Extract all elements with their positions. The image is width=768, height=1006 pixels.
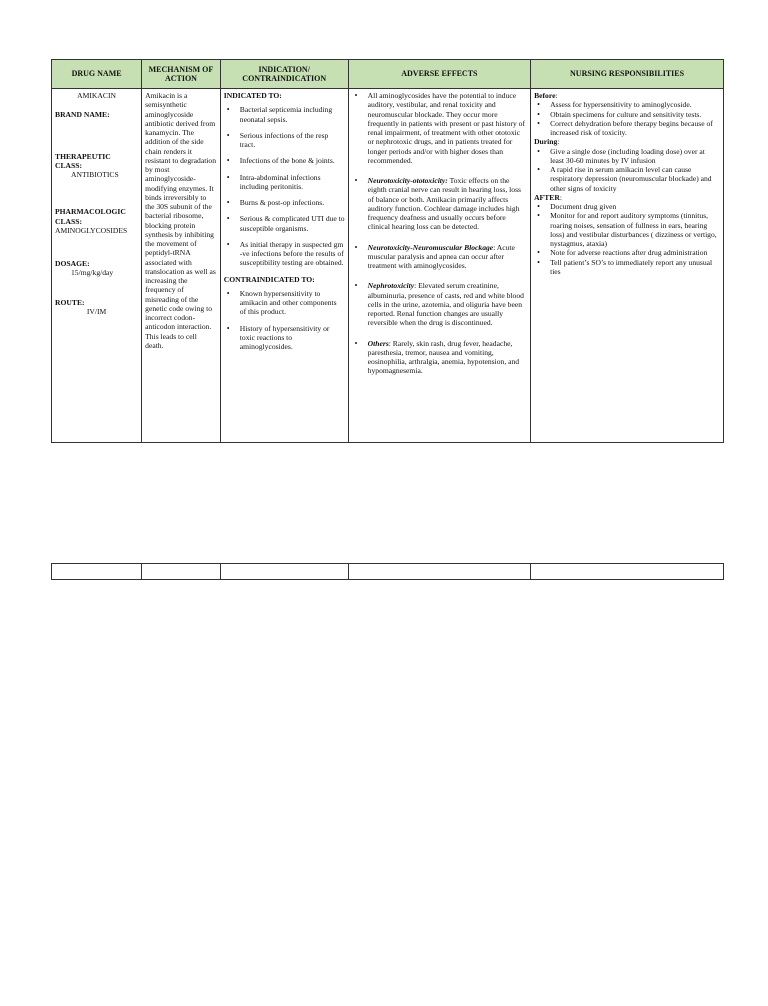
before-label: Before — [534, 91, 556, 100]
pharmacologic-class-value: AMINOGLYCOSIDES — [55, 225, 128, 235]
indication-item: • As initial therapy in suspected gm -ve infections before the results of susceptibility testing are obtained. — [224, 240, 345, 268]
nursing-before-item: • Obtain specimens for culture and sensitivity tests. — [534, 110, 720, 119]
nursing-after-item: • Tell patient’s SO’s to immediately report any unusual ties — [534, 258, 720, 277]
dosage-value: 15/mg/kg/day — [71, 268, 114, 278]
nursing-after-item: • Monitor for and report auditory symptoms (tinnitus, roaring noises, sensation of fullness in ears, hearing loss) and vestibular disturbances ( dizziness or vertigo, nystagmus, ataxia) — [534, 211, 720, 248]
route-value: IV/IM — [86, 306, 107, 316]
table-row — [52, 89, 724, 443]
nursing-after-item: • Note for adverse reactions after drug administration — [534, 248, 720, 257]
adverse-effect-text: Toxic effects on the eighth cranial nerve can result in hearing loss, loss of balance or both. Amikacin primarily affects auditory function. Cochlear damage includes high frequency deafness and usually occurs before clinical hearing loss can be detected. — [367, 176, 521, 232]
mechanism-cell — [142, 89, 221, 443]
adverse-effect-item — [352, 243, 527, 271]
empty-cell — [142, 564, 221, 580]
indication-item: • Burns & post-op infections. — [224, 198, 345, 207]
indication-item: • Intra-abdominal infections including peritonitis. — [224, 173, 345, 192]
adverse-effect-text: : Rarely, skin rash, drug fever, headache, paresthesia, tremor, nausea and vomiting, eosinophilia, arthralgia, anemia, hypotension, and hypomagnesemia. — [367, 338, 520, 376]
nursing-before-item: • Correct dehydration before therapy begins because of increased risk of toxicity. — [534, 119, 720, 138]
adverse-effect-item — [352, 281, 527, 327]
contraindication-item: • Known hypersensitivity to amikacin and other components of this product. — [224, 289, 345, 317]
after-list — [534, 202, 720, 276]
before-list — [534, 100, 720, 137]
pharmacologic-class-label: PHARMACOLOGIC CLASS: — [55, 207, 126, 226]
adverse-effects-list — [352, 91, 527, 376]
indication-cell — [220, 89, 348, 443]
indication-item: • Infections of the bone & joints. — [224, 156, 345, 165]
empty-cell — [220, 564, 348, 580]
mechanism-text: Amikacin is a semisynthetic aminoglycoside antibiotic derived from kanamycin. The addition of the side chain renders it resistant to degradation by most aminoglycoside-modifying enzymes. It binds irreversibly to the 30S subunit of the bacterial ribosome, blocking protein synthesis by inhibiting the movement of peptidyl-tRNA associated with translocation as well as increasing the frequency of misreading of the genetic code owing to incorrect codon-anticodon interaction. This leads to cell death. — [145, 91, 217, 350]
during-label: During — [534, 137, 558, 147]
therapeutic-class-label: THERAPEUTIC CLASS: — [55, 151, 111, 170]
header-nursing: NURSING RESPONSIBILITIES — [531, 60, 724, 89]
table-row — [52, 564, 724, 580]
empty-cell — [348, 564, 530, 580]
brand-name-label: BRAND NAME: — [55, 110, 110, 120]
empty-table-row — [51, 563, 724, 580]
contraindicated-label: CONTRAINDICATED TO: — [223, 274, 315, 284]
contraindication-item: • History of hypersensitivity or toxic reactions to aminoglycosides. — [224, 324, 345, 352]
adverse-effects-cell — [348, 89, 530, 443]
indicated-label: INDICATED TO: — [223, 91, 282, 100]
drug-name-cell — [52, 89, 142, 443]
contraindications-list — [224, 289, 345, 352]
adverse-effect-item — [352, 176, 527, 232]
adverse-effect-item — [352, 91, 527, 165]
indication-item: • Serious infections of the resp tract. — [224, 131, 345, 150]
therapeutic-class-value: ANTIBIOTICS — [71, 170, 119, 179]
route-label: ROUTE: — [55, 297, 85, 307]
generic-name: AMIKACIN — [77, 91, 116, 100]
adverse-effect-heading: Neurotoxicity-ototoxicity: — [367, 176, 448, 185]
empty-cell — [531, 564, 724, 580]
adverse-effect-text: All aminoglycosides have the potential to induce auditory, vestibular, and renal toxicity and neuromuscular blockade. They occur more frequently in patients with present or past history of renal impairment, of treatment with other ototoxic or nephrotoxic drugs, and in patients treated for longer periods and/or with higher doses than recommended. — [367, 91, 525, 165]
after-label: AFTER — [534, 192, 560, 202]
adverse-effect-heading: Neurotoxicity-Neuromuscular Blockage — [367, 242, 494, 252]
header-drug-name: DRUG NAME — [52, 60, 142, 89]
dosage-label: DOSAGE: — [55, 259, 90, 268]
adverse-effect-text: : Elevated serum creatinine, albuminuria, presence of casts, red and white blood cells in the urine, azotemia, and oliguria have been reported. Renal function changes are usually reversible when the drug is discontinued. — [367, 281, 524, 328]
during-list — [534, 147, 720, 193]
adverse-effect-heading: Others — [367, 338, 389, 348]
nursing-after-item: • Document drug given — [534, 202, 720, 211]
indication-item: • Serious & complicated UTI due to susceptible organisms. — [224, 214, 345, 233]
header-adverse-effects: ADVERSE EFFECTS — [348, 60, 530, 89]
adverse-effect-heading: Nephrotoxicity — [367, 281, 415, 291]
drug-study-table — [51, 59, 724, 443]
indications-list — [224, 105, 345, 267]
empty-cell — [52, 564, 142, 580]
indication-item: • Bacterial septicemia including neonatal sepsis. — [224, 105, 345, 124]
header-mechanism: MECHANISM OF ACTION — [142, 60, 221, 89]
nursing-cell: Before: • Assess for hypersensitivity to aminoglycoside. • Obtain specimens for culture and sensitivity tests. • Correct dehydration before therapy begins because of increased risk of toxicity. During: • Give a single dose (including loading dose) over at least 30-60 minutes by IV infusion • A rapid rise in serum amikacin level can cause respiratory depression (neuromuscular blockade) and other signs of toxicity AFTER: • Document drug given • Monitor for and report auditory symptoms (tinnitus, roaring noises, sensation of fullness in ears, hearing loss) and vestibular disturbances ( dizziness or vertigo, nystagmus, ataxia) • Note for adverse reactions after drug administration • Tell patient’s SO’s to immediately report any unusual ties — [531, 89, 724, 443]
nursing-during-item: • A rapid rise in serum amikacin level can cause respiratory depression (neuromuscular blockade) and other signs of toxicity — [534, 165, 720, 193]
nursing-during-item: • Give a single dose (including loading dose) over at least 30-60 minutes by IV infusion — [534, 147, 720, 166]
header-indication: INDICATION/ CONTRAINDICATION — [220, 60, 348, 89]
adverse-effect-item — [352, 339, 527, 376]
table-header-row — [52, 60, 724, 89]
adverse-effect-text: : Acute muscular paralysis and apnea can occur after treatment with aminoglycosides. — [367, 242, 515, 270]
nursing-before-item: • Assess for hypersensitivity to aminoglycoside. — [534, 100, 720, 109]
